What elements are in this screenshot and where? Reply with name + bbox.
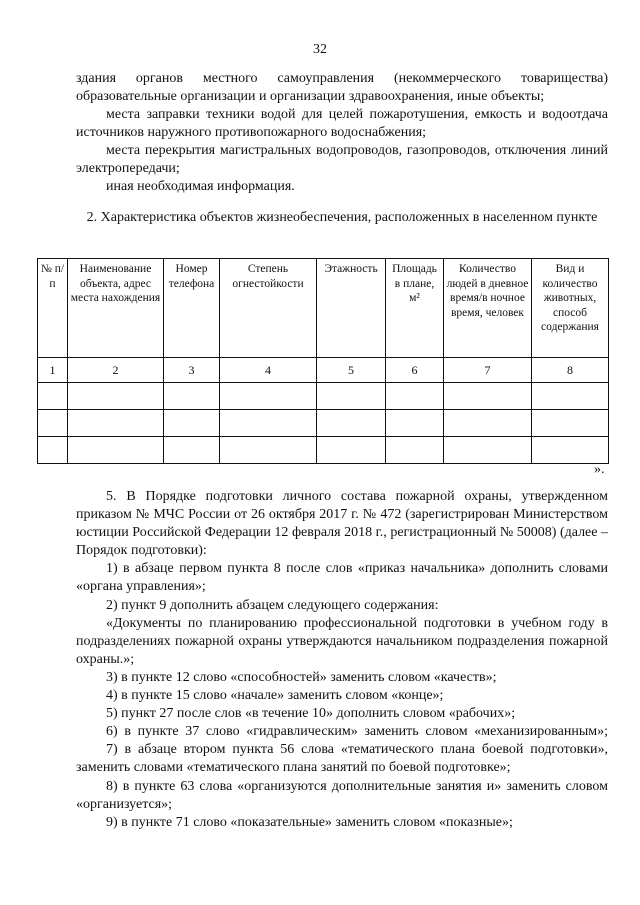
paragraph: 4) в пункте 15 слово «начале» заменить словом «конце»; bbox=[106, 688, 444, 704]
table-cell bbox=[68, 410, 164, 437]
table-header-cell: Номер телефона bbox=[164, 259, 220, 358]
paragraph: «Документы по планированию профессиональной подготовки в учебном году в подразделениях пожарной охраны утверждаются начальником подразделения пожарной охраны.»; bbox=[76, 615, 608, 667]
table-cell bbox=[532, 383, 609, 410]
table-row bbox=[38, 383, 609, 410]
table-cell bbox=[38, 383, 68, 410]
paragraph: 2) пункт 9 дополнить абзацем следующего содержания: bbox=[106, 597, 439, 613]
paragraph: здания органов местного самоуправления (некоммерческого товарищества) образовательные организации и организации здравоохранения, иные объекты; bbox=[76, 71, 608, 104]
table-cell bbox=[164, 437, 220, 464]
table-cell bbox=[317, 410, 386, 437]
table-cell bbox=[386, 437, 444, 464]
table-cell bbox=[164, 383, 220, 410]
lifeline-objects-table bbox=[37, 258, 609, 464]
table-cell: 2 bbox=[68, 358, 164, 383]
paragraph: 7) в абзаце втором пункта 56 слова «тематического плана боевой подготовки», заменить словами «тематического плана занятий по боевой подготовке»; bbox=[76, 742, 608, 776]
paragraph: иная необходимая информация. bbox=[106, 179, 295, 194]
table-cell: 5 bbox=[317, 358, 386, 383]
table-cell bbox=[444, 383, 532, 410]
table-cell: 6 bbox=[386, 358, 444, 383]
page-number: 32 bbox=[313, 42, 327, 57]
table-cell bbox=[68, 383, 164, 410]
main-paragraphs bbox=[76, 488, 608, 832]
table-cell bbox=[220, 437, 317, 464]
table-row bbox=[38, 437, 609, 464]
table-cell: 3 bbox=[164, 358, 220, 383]
section-title: 2. Характеристика объектов жизнеобеспечения, расположенных в населенном пункте bbox=[86, 210, 598, 225]
top-paragraphs bbox=[76, 70, 608, 196]
table-number-row bbox=[38, 358, 609, 383]
paragraph: 5) пункт 27 после слов «в течение 10» дополнить словом «рабочих»; bbox=[106, 706, 516, 722]
table-header-cell: Этажность bbox=[317, 259, 386, 358]
closing-quote: ». bbox=[594, 462, 605, 477]
table-cell bbox=[317, 383, 386, 410]
table-cell bbox=[532, 437, 609, 464]
paragraph: 3) в пункте 12 слово «способностей» заменить словом «качеств»; bbox=[106, 669, 497, 685]
table-cell bbox=[532, 410, 609, 437]
table-header-cell: Площадь в плане, м² bbox=[386, 259, 444, 358]
table-header-cell: Степень огнестойкости bbox=[220, 259, 317, 358]
table-header-cell: Количество людей в дневное время/в ночное время, человек bbox=[444, 259, 532, 358]
table-cell: 1 bbox=[38, 358, 68, 383]
table-header-cell: № п/п bbox=[38, 259, 68, 358]
table-header-cell: Вид и количество животных, способ содержания bbox=[532, 259, 609, 358]
table-cell bbox=[38, 437, 68, 464]
paragraph: 5. В Порядке подготовки личного состава пожарной охраны, утвержденном приказом № МЧС России от 26 октября 2017 г. № 472 (зарегистрирован Министерством юстиции Российской Федерации 12 февраля 2018 г., регистрационный № 50008) (далее – Порядок подготовки): bbox=[76, 489, 608, 559]
table-cell: 8 bbox=[532, 358, 609, 383]
paragraph: 6) в пункте 37 слово «гидравлическим» заменить словом «механизированным»; bbox=[106, 724, 608, 740]
paragraph: 1) в абзаце первом пункта 8 после слов «приказ начальника» дополнить словами «органа управления»; bbox=[76, 561, 608, 595]
table-cell bbox=[220, 383, 317, 410]
table-cell bbox=[68, 437, 164, 464]
table-cell bbox=[220, 410, 317, 437]
paragraph: места заправки техники водой для целей пожаротушения, емкость и водоотдача источников наружного противопожарного водоснабжения; bbox=[76, 107, 608, 140]
paragraph: 9) в пункте 71 слово «показательные» заменить словом «показные»; bbox=[106, 814, 513, 830]
table-cell bbox=[386, 410, 444, 437]
table-cell bbox=[444, 437, 532, 464]
table-cell bbox=[38, 410, 68, 437]
table-row bbox=[38, 410, 609, 437]
paragraph: места перекрытия магистральных водопроводов, газопроводов, отключения линий электропередачи; bbox=[76, 143, 608, 176]
table-cell: 7 bbox=[444, 358, 532, 383]
table-cell bbox=[444, 410, 532, 437]
table-cell bbox=[386, 383, 444, 410]
table-header-row bbox=[38, 259, 609, 358]
paragraph: 8) в пункте 63 слова «организуются дополнительные занятия и» заменить словом «организуется»; bbox=[76, 778, 608, 812]
table-cell bbox=[164, 410, 220, 437]
table-header-cell: Наименование объекта, адрес места нахождения bbox=[68, 259, 164, 358]
table-cell: 4 bbox=[220, 358, 317, 383]
table-cell bbox=[317, 437, 386, 464]
